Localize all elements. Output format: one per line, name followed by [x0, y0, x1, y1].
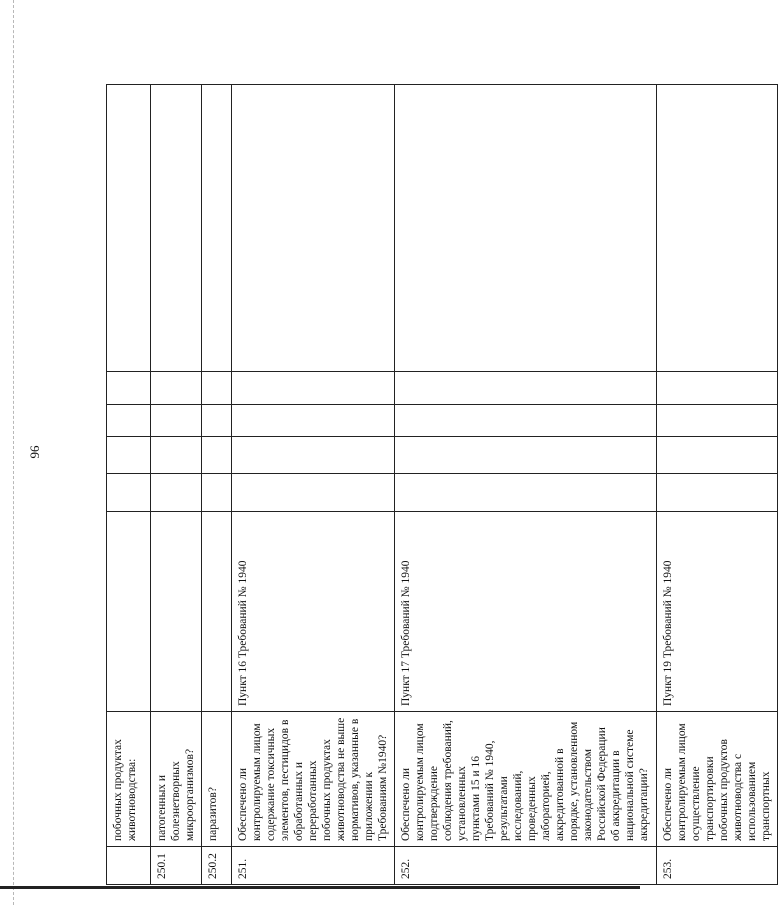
answer-extra-cell: [232, 372, 395, 405]
answer-na-cell: [202, 405, 232, 437]
reference-cell: Пункт 17 Требований № 1940: [395, 512, 656, 712]
checklist-table: [106, 84, 778, 885]
row-number: 252.: [395, 847, 656, 885]
table-row: [395, 85, 656, 885]
answer-no-cell: [232, 437, 395, 474]
page-number: 96: [27, 445, 42, 459]
question-cell: Обеспечено ли контролируемым лицом осуществление транспортировки побочных продуктов животноводства с использованием транспортных: [656, 712, 777, 847]
question-cell: побочных продуктах животноводства:: [107, 712, 151, 847]
table-row: [656, 85, 777, 885]
note-cell: [151, 85, 202, 372]
reference-cell: Пункт 16 Требований № 1940: [232, 512, 395, 712]
table-row: [202, 85, 232, 885]
row-number: 251.: [232, 847, 395, 885]
answer-yes-cell: [656, 474, 777, 512]
note-cell: [656, 85, 777, 372]
answer-extra-cell: [107, 372, 151, 405]
reference-cell: [107, 512, 151, 712]
answer-yes-cell: [395, 474, 656, 512]
note-cell: [395, 85, 656, 372]
row-number: [107, 847, 151, 885]
answer-na-cell: [656, 405, 777, 437]
question-cell: паразитов?: [202, 712, 232, 847]
answer-na-cell: [151, 405, 202, 437]
answer-no-cell: [107, 437, 151, 474]
answer-no-cell: [656, 437, 777, 474]
row-number: 253.: [656, 847, 777, 885]
note-cell: [202, 85, 232, 372]
table-row: [232, 85, 395, 885]
row-number: 250.2: [202, 847, 232, 885]
answer-extra-cell: [151, 372, 202, 405]
answer-na-cell: [232, 405, 395, 437]
reference-cell: [151, 512, 202, 712]
reference-cell: [202, 512, 232, 712]
bottom-rule: [0, 886, 640, 889]
answer-extra-cell: [656, 372, 777, 405]
note-cell: [107, 85, 151, 372]
answer-yes-cell: [202, 474, 232, 512]
answer-no-cell: [395, 437, 656, 474]
answer-na-cell: [107, 405, 151, 437]
answer-extra-cell: [202, 372, 232, 405]
table-row: [151, 85, 202, 885]
answer-na-cell: [395, 405, 656, 437]
answer-yes-cell: [151, 474, 202, 512]
answer-yes-cell: [107, 474, 151, 512]
question-cell: Обеспечено ли контролируемым лицом подтверждение соблюдения требований, установленных пунктами 15 и 16 Требований № 1940, результатами исследований, проведенных лабораторией, аккредитованной в порядке, установленном законодательством Российской Федерации об аккредитации в национальной системе аккредитации?: [395, 712, 656, 847]
answer-extra-cell: [395, 372, 656, 405]
answer-no-cell: [151, 437, 202, 474]
question-cell: патогенных и болезнетворных микроорганизмов?: [151, 712, 202, 847]
note-cell: [232, 85, 395, 372]
row-number: 250.1: [151, 847, 202, 885]
table-rotated-container: [106, 85, 772, 885]
table-row: [107, 85, 151, 885]
answer-no-cell: [202, 437, 232, 474]
answer-yes-cell: [232, 474, 395, 512]
scan-edge-line: [13, 0, 14, 905]
reference-cell: Пункт 19 Требований № 1940: [656, 512, 777, 712]
question-cell: Обеспечено ли контролируемым лицом содержание токсичных элементов, пестицидов в обработанных и переработанных побочных продуктах животноводства не выше нормативов, указанные в приложении к Требованиям №1940?: [232, 712, 395, 847]
